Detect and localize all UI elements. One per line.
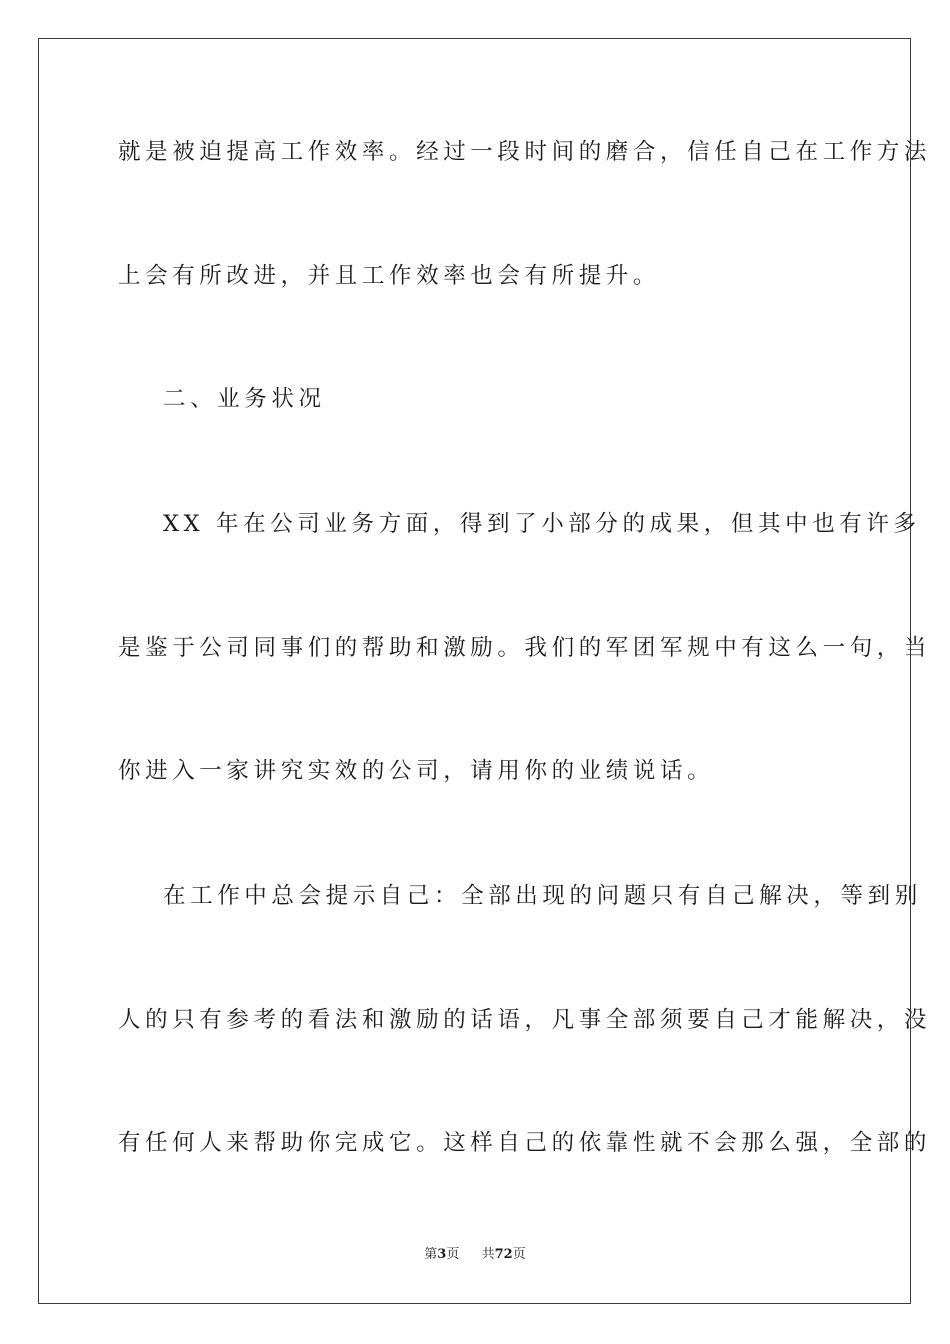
total-pages: 72 xyxy=(494,1247,513,1262)
total-suffix: 页 xyxy=(512,1247,526,1262)
paragraph-line-6: 在工作中总会提示自己：全部出现的问题只有自己解决，等到别 xyxy=(163,883,922,909)
paragraph-line-1: 就是被迫提高工作效率。经过一段时间的磨合，信任自己在工作方法 xyxy=(118,139,932,165)
page-border xyxy=(38,38,932,1304)
paragraph-line-7: 人的只有参考的看法和激励的话语，凡事全部须要自己才能解决，没 xyxy=(118,1007,932,1033)
paragraph-line-5: 你进入一家讲究实效的公司，请用你的业绩说话。 xyxy=(118,758,715,784)
page-prefix: 第 xyxy=(424,1247,438,1262)
paragraph-line-8: 有任何人来帮助你完成它。这样自己的依靠性就不会那么强，全部的 xyxy=(118,1130,932,1156)
paragraph-line-2: 上会有所改进，并且工作效率也会有所提升。 xyxy=(118,263,661,289)
paragraph-line-4: 是鉴于公司同事们的帮助和激励。我们的军团军规中有这么一句，当 xyxy=(118,635,932,661)
paragraph-line-3: XX 年在公司业务方面，得到了小部分的成果，但其中也有许多 xyxy=(163,511,921,537)
page-number: 3 xyxy=(437,1247,447,1262)
section-heading: 二、业务状况 xyxy=(163,386,326,412)
total-prefix: 共 xyxy=(481,1247,495,1262)
page-footer xyxy=(0,1246,950,1264)
page-suffix: 页 xyxy=(446,1247,460,1262)
